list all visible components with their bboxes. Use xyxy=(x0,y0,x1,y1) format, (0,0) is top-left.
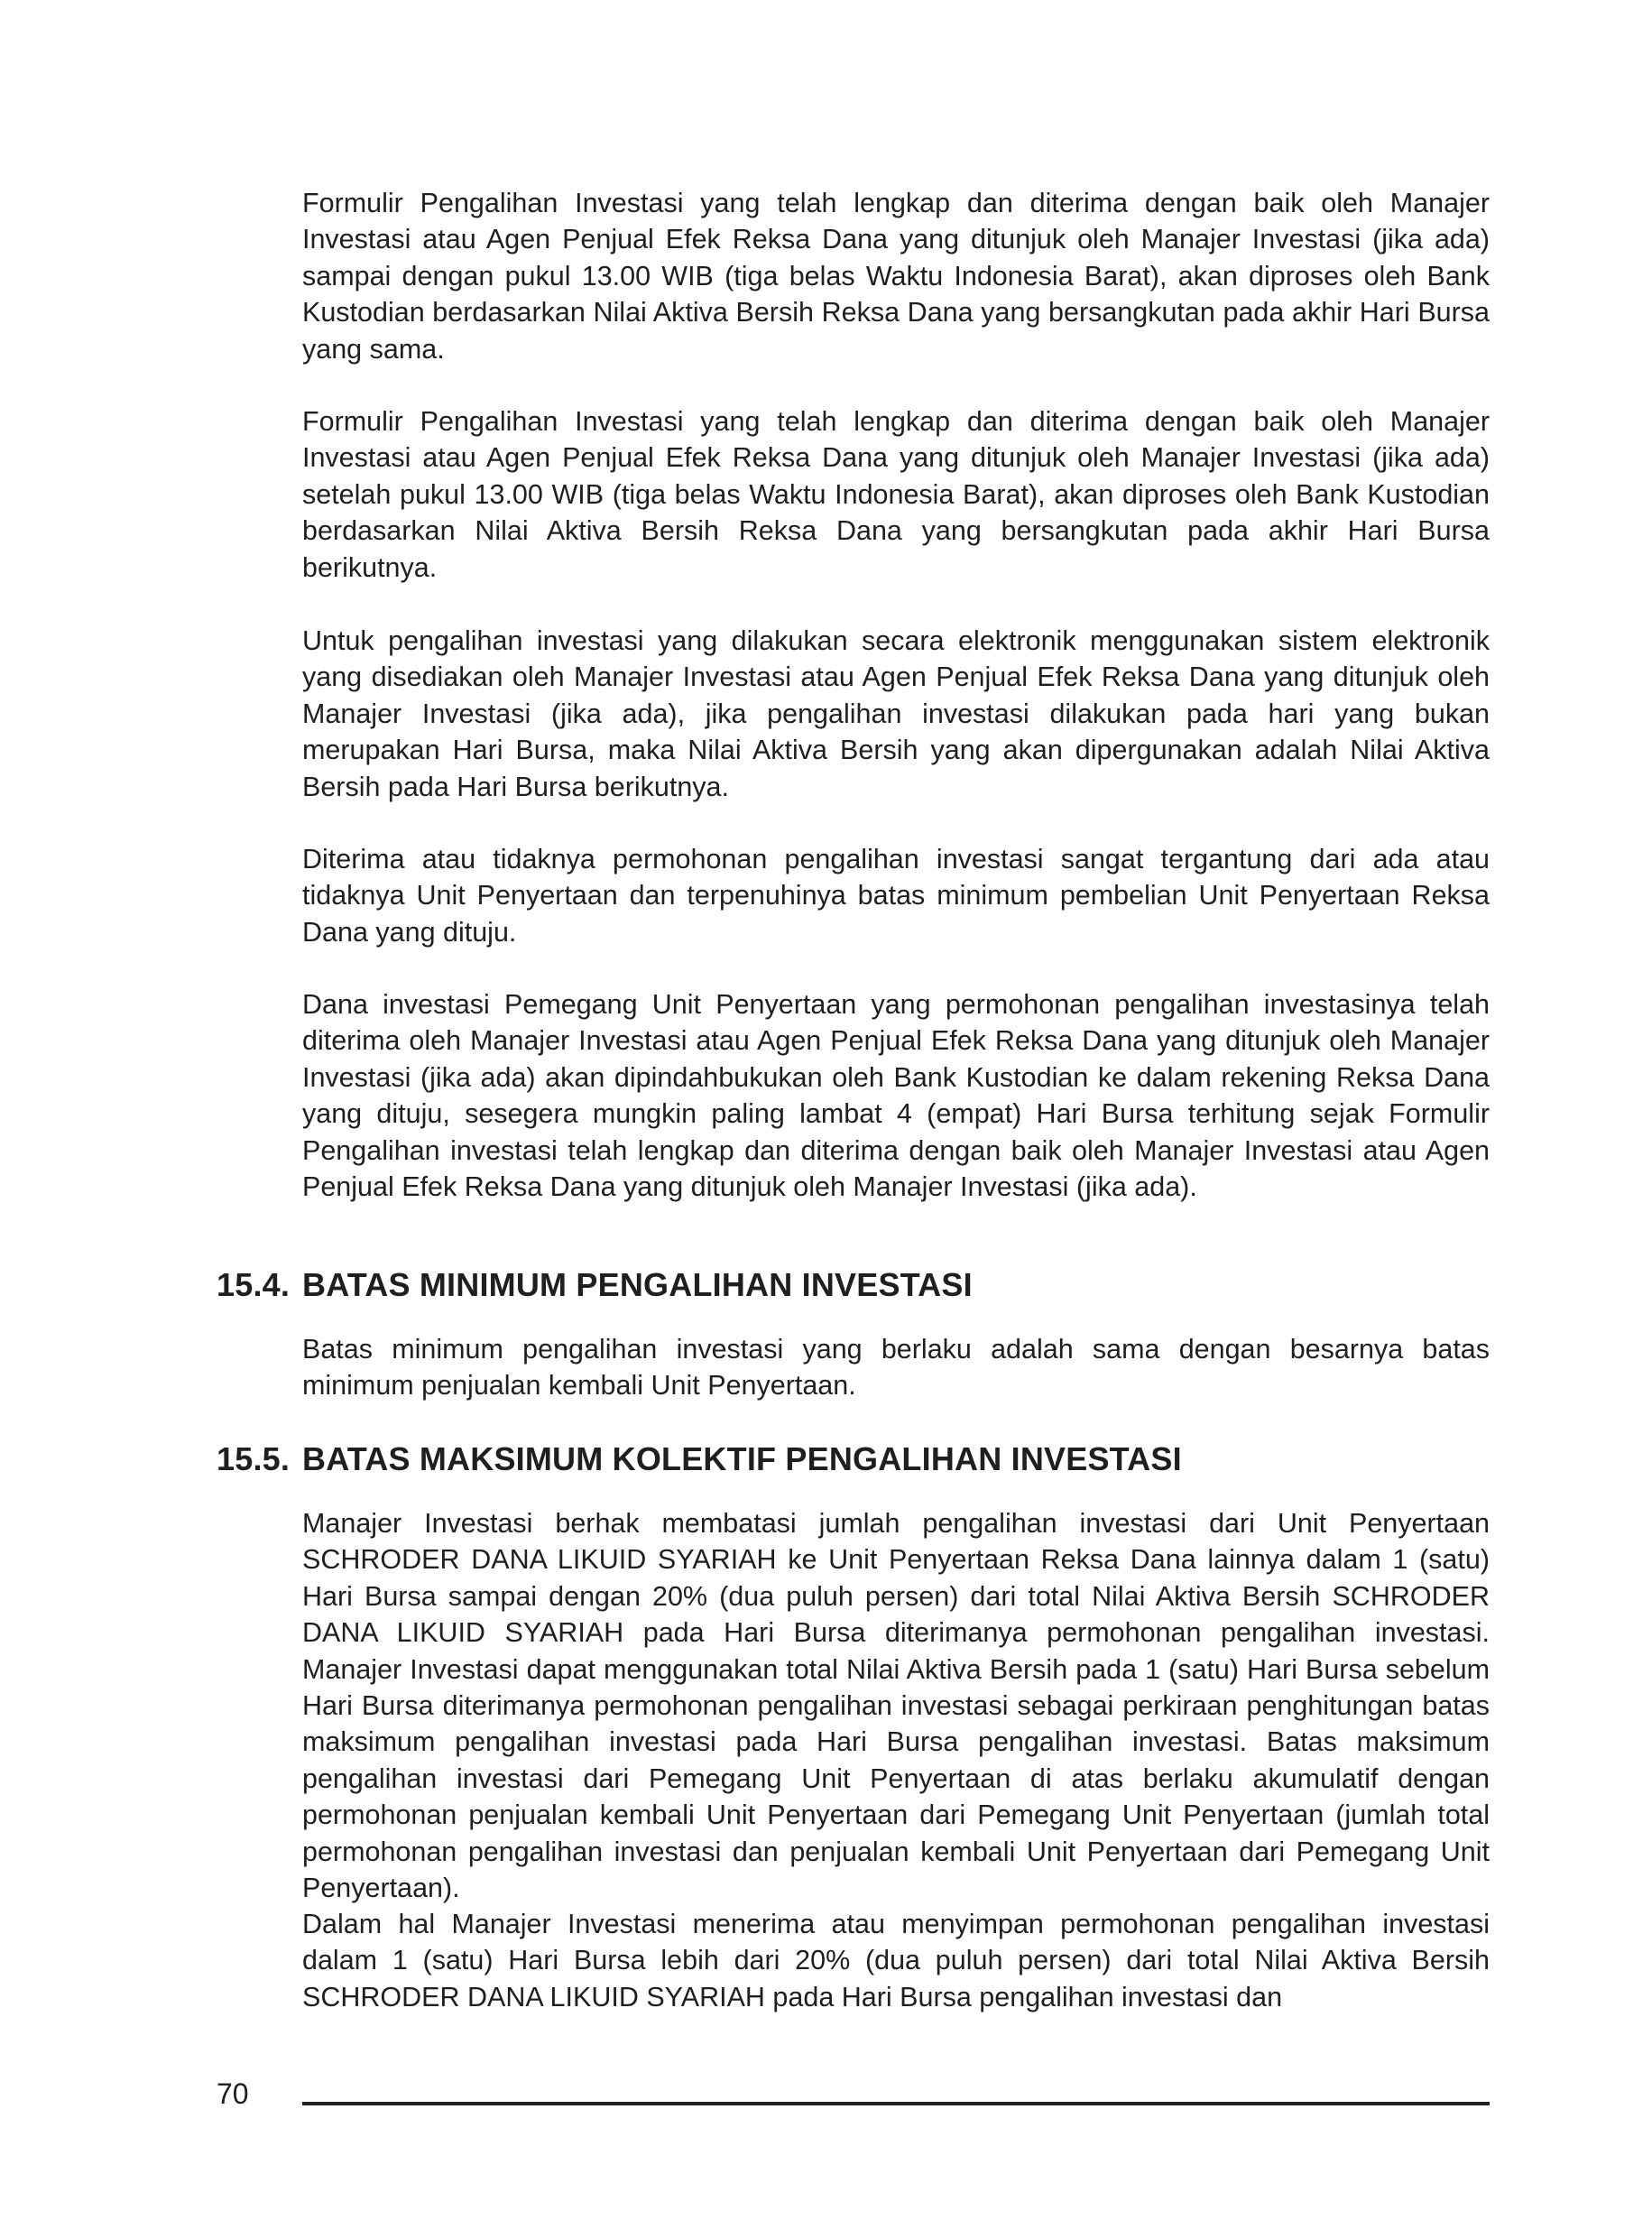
paragraph-processing-before-cutoff: Formulir Pengalihan Investasi yang telah lengkap dan diterima dengan baik oleh Manajer Investasi atau Agen Penjual Efek Reksa Dana yang ditunjuk oleh Manajer Investasi (jika ada) sampai dengan pukul 13.00 WIB (tiga belas Waktu Indonesia Barat), akan diproses oleh Bank Kustodian berdasarkan Nilai Aktiva Bersih Reksa Dana yang bersangkutan pada akhir Hari Bursa yang sama. xyxy=(302,188,1490,365)
paragraph-minimum-switching: Batas minimum pengalihan investasi yang berlaku adalah sama dengan besarnya batas minimum penjualan kembali Unit Penyertaan. xyxy=(302,1334,1490,1402)
page-number: 70 xyxy=(217,2077,249,2110)
paragraph-processing-after-cutoff: Formulir Pengalihan Investasi yang telah lengkap dan diterima dengan baik oleh Manajer Investasi atau Agen Penjual Efek Reksa Dana yang ditunjuk oleh Manajer Investasi (jika ada) setelah pukul 13.00 WIB (tiga belas Waktu Indonesia Barat), akan diproses oleh Bank Kustodian berdasarkan Nilai Aktiva Bersih Reksa Dana yang bersangkutan pada akhir Hari Bursa berikutnya. xyxy=(302,406,1490,583)
paragraph-excess-requests: Dalam hal Manajer Investasi menerima atau menyimpan permohonan pengalihan investasi dalam 1 (satu) Hari Bursa lebih dari 20% (dua puluh persen) dari total Nilai Aktiva Bersih SCHRODER DANA LIKUID SYARIAH pada Hari Bursa pengalihan investasi dan xyxy=(302,1909,1490,2012)
section-number: 15.5. xyxy=(217,1440,291,1477)
paragraph-maximum-collective-switching: Manajer Investasi berhak membatasi jumlah pengalihan investasi dari Unit Penyertaan SCHRODER DANA LIKUID SYARIAH ke Unit Penyertaan Reksa Dana lainnya dalam 1 (satu) Hari Bursa sampai dengan 20% (dua puluh persen) dari total Nilai Aktiva Bersih SCHRODER DANA LIKUID SYARIAH pada Hari Bursa diterimanya permohonan pengalihan investasi. Manajer Investasi dapat menggunakan total Nilai Aktiva Bersih pada 1 (satu) Hari Bursa sebelum Hari Bursa diterimanya permohonan pengalihan investasi sebagai perkiraan penghitungan batas maksimum pengalihan investasi pada Hari Bursa pengalihan investasi. Batas maksimum pengalihan investasi dari Pemegang Unit Penyertaan di atas berlaku akumulatif dengan permohonan penjualan kembali Unit Penyertaan dari Pemegang Unit Penyertaan (jumlah total permohonan pengalihan investasi dan penjualan kembali Unit Penyertaan dari Pemegang Unit Penyertaan). xyxy=(302,1508,1490,1904)
paragraph-fund-transfer: Dana investasi Pemegang Unit Penyertaan yang permohonan pengalihan investasinya telah diterima oleh Manajer Investasi atau Agen Penjual Efek Reksa Dana yang ditunjuk oleh Manajer Investasi (jika ada) akan dipindahbukukan oleh Bank Kustodian ke dalam rekening Reksa Dana yang dituju, sesegera mungkin paling lambat 4 (empat) Hari Bursa terhitung sejak Formulir Pengalihan investasi telah lengkap dan diterima dengan baik oleh Manajer Investasi atau Agen Penjual Efek Reksa Dana yang ditunjuk oleh Manajer Investasi (jika ada). xyxy=(302,989,1490,1203)
section-heading-15-5 xyxy=(217,1439,1498,1479)
paragraph-electronic-switching: Untuk pengalihan investasi yang dilakukan secara elektronik menggunakan sistem elektronik yang disediakan oleh Manajer Investasi atau Agen Penjual Efek Reksa Dana yang ditunjuk oleh Manajer Investasi (jika ada), jika pengalihan investasi dilakukan pada hari yang bukan merupakan Hari Bursa, maka Nilai Aktiva Bersih yang akan dipergunakan adalah Nilai Aktiva Bersih pada Hari Bursa berikutnya. xyxy=(302,625,1490,802)
footer-rule xyxy=(302,2102,1490,2105)
section-title: BATAS MINIMUM PENGALIHAN INVESTASI xyxy=(302,1266,973,1303)
section-heading-15-4 xyxy=(217,1265,1498,1305)
paragraph-acceptance-conditions: Diterima atau tidaknya permohonan pengalihan investasi sangat tergantung dari ada atau tidaknya Unit Penyertaan dan terpenuhinya batas minimum pembelian Unit Penyertaan Reksa Dana yang dituju. xyxy=(302,844,1490,948)
section-number: 15.4. xyxy=(217,1266,291,1303)
section-title: BATAS MAKSIMUM KOLEKTIF PENGALIHAN INVESTASI xyxy=(302,1440,1182,1477)
